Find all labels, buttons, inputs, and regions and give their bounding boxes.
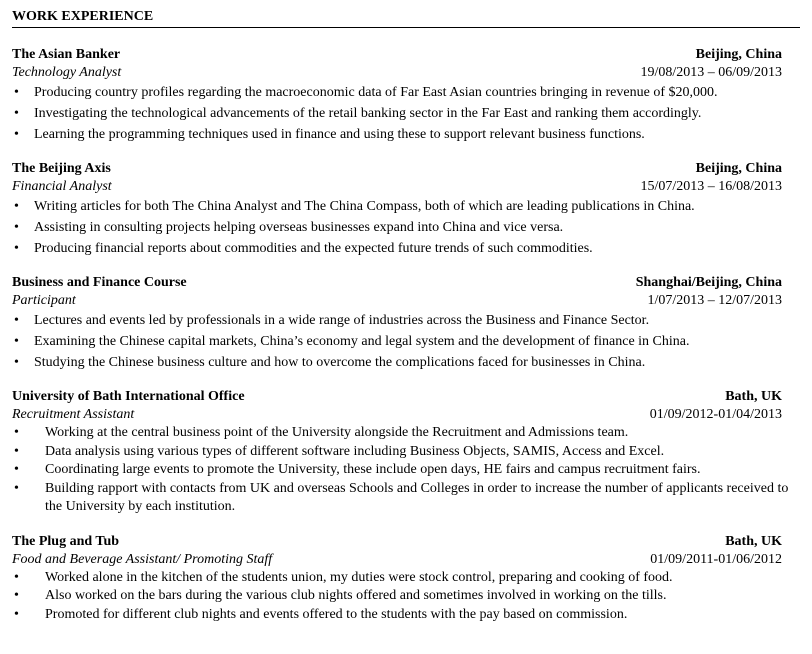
job-dates: 15/07/2013 – 16/08/2013	[640, 179, 782, 194]
job-role: Participant	[12, 293, 76, 308]
bullet-item: • Worked alone in the kitchen of the students union, my duties were stock control, preparing and cooking of food.	[12, 569, 800, 588]
job-location: Beijing, China	[695, 47, 782, 62]
job-role: Food and Beverage Assistant/ Promoting Staff	[12, 551, 273, 567]
job-bullets	[12, 569, 800, 625]
bullet-item: • Producing country profiles regarding the macroeconomic data of Far East Asian countries bringing in revenue of $20,000.	[12, 82, 800, 103]
job-role: Financial Analyst	[12, 179, 112, 194]
bullet-item: • Promoted for different club nights and events offered to the students with the pay based on commission.	[12, 606, 800, 625]
job-subheader	[12, 551, 782, 569]
company-name: The Asian Banker	[12, 47, 121, 62]
bullet-item: • Building rapport with contacts from UK and overseas Schools and Colleges in order to increase the number of applicants received to the University by each institution.	[12, 480, 800, 517]
job-location: Bath, UK	[725, 533, 782, 549]
bullet-item: • Studying the Chinese business culture and how to overcome the complications faced for businesses in China.	[12, 352, 800, 373]
job-role: Recruitment Assistant	[12, 407, 135, 422]
company-name: The Beijing Axis	[12, 161, 111, 176]
company-name: University of Bath International Office	[12, 389, 245, 404]
job-entry-plug-and-tub	[12, 533, 800, 625]
bullet-item: • Lectures and events led by professionals in a wide range of industries across the Business and Finance Sector.	[12, 310, 800, 331]
job-entry-bath-international-office	[12, 388, 800, 517]
bullet-item: • Coordinating large events to promote the University, these include open days, HE fairs and campus recruitment fairs.	[12, 461, 800, 480]
job-entry-beijing-axis	[12, 160, 800, 259]
job-header	[12, 274, 782, 292]
job-dates: 1/07/2013 – 12/07/2013	[647, 293, 782, 308]
job-entry-business-finance-course	[12, 274, 800, 373]
job-location: Bath, UK	[725, 389, 782, 404]
job-subheader	[12, 292, 782, 310]
bullet-item: • Learning the programming techniques used in finance and using these to support relevant business functions.	[12, 124, 800, 145]
job-header	[12, 388, 782, 406]
company-name: The Plug and Tub	[12, 533, 120, 549]
bullet-item: • Working at the central business point of the University alongside the Recruitment and Admissions team.	[12, 424, 800, 443]
bullet-item: • Investigating the technological advancements of the retail banking sector in the Far East and ranking them accordingly.	[12, 103, 800, 124]
job-header	[12, 46, 782, 64]
job-subheader	[12, 64, 782, 82]
job-subheader	[12, 406, 782, 424]
job-entry-asian-banker	[12, 46, 800, 145]
bullet-item: • Assisting in consulting projects helping overseas businesses expand into China and vice versa.	[12, 217, 800, 238]
job-role: Technology Analyst	[12, 65, 122, 80]
job-dates: 19/08/2013 – 06/09/2013	[640, 65, 782, 80]
bullet-item: • Examining the Chinese capital markets, China’s economy and legal system and the development of finance in China.	[12, 331, 800, 352]
company-name: Business and Finance Course	[12, 275, 187, 290]
job-header	[12, 533, 782, 551]
job-dates: 01/09/2011-01/06/2012	[650, 551, 782, 567]
job-header	[12, 160, 782, 178]
job-bullets	[12, 310, 800, 373]
job-subheader	[12, 178, 782, 196]
bullet-item: • Also worked on the bars during the various club nights offered and sometimes involved in working on the tills.	[12, 587, 800, 606]
bullet-item: • Data analysis using various types of different software including Business Objects, SAMIS, Access and Excel.	[12, 443, 800, 462]
bullet-item: • Producing financial reports about commodities and the expected future trends of such commodities.	[12, 238, 800, 259]
job-dates: 01/09/2012-01/04/2013	[649, 407, 782, 422]
job-bullets	[12, 196, 800, 259]
job-location: Beijing, China	[695, 161, 782, 176]
job-location: Shanghai/Beijing, China	[635, 275, 782, 290]
job-bullets	[12, 82, 800, 145]
job-bullets	[12, 424, 800, 517]
section-title: WORK EXPERIENCE	[12, 8, 800, 28]
bullet-item: • Writing articles for both The China Analyst and The China Compass, both of which are leading publications in China.	[12, 196, 800, 217]
